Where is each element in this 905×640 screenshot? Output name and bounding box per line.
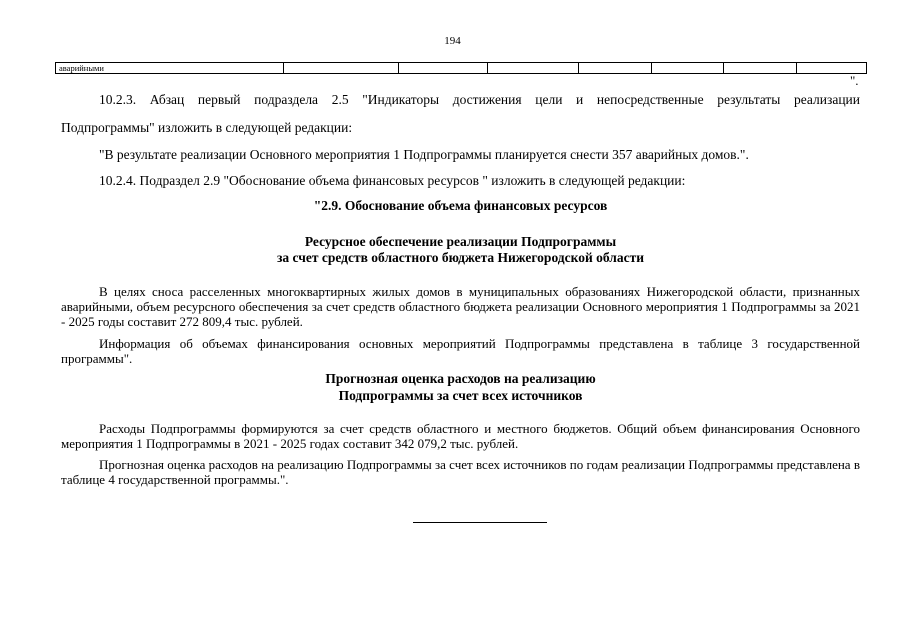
paragraph-10-2-4: 10.2.4. Подраздел 2.9 "Обоснование объема финансовых ресурсов " изложить в следующей редакции:: [99, 173, 686, 188]
table-cell-divider: [723, 63, 724, 73]
paragraph-10-2-3-line2: Подпрограммы" изложить в следующей редакции:: [61, 120, 353, 135]
table-cell-divider: [487, 63, 488, 73]
subheading-1-line2: за счет средств областного бюджета Нижегородской области: [276, 250, 645, 265]
table-cell-divider: [651, 63, 652, 73]
page-number: 194: [444, 35, 461, 47]
table-cell-divider: [398, 63, 399, 73]
paragraph-1: В целях сноса расселенных многоквартирных жилых домов в муниципальных образованиях Нижегородской области, признанных аварийными, объем ресурсного обеспечения за счет средств областного бюджета реализации Основного мероприятия 1 Подпрограммы за 2021 - 2025 годы составит 272 809,4 тыс. рублей.: [61, 284, 860, 329]
paragraph-4: Прогнозная оценка расходов на реализацию Подпрограммы за счет всех источников по годам реализации Подпрограммы представлена в таблице 4 государственной программы.".: [61, 457, 860, 487]
divider-line: [413, 522, 547, 523]
table-row: [55, 62, 867, 74]
subheading-2-line2: Подпрограммы за счет всех источников: [338, 388, 583, 403]
paragraph-2: Информация об объемах финансирования основных мероприятий Подпрограммы представлена в таблице 3 государственной программы".: [61, 336, 860, 366]
paragraph-3: Расходы Подпрограммы формируются за счет средств областного и местного бюджетов. Общий объем финансирования Основного мероприятия 1 Подпрограммы в 2021 - 2025 годах составит 342 079,2 тыс. рублей.: [61, 421, 860, 451]
subheading-2-line1: Прогнозная оценка расходов на реализацию: [325, 371, 596, 386]
table-cell-divider: [283, 63, 284, 73]
table-cell-divider: [578, 63, 579, 73]
table-cell-divider: [796, 63, 797, 73]
section-heading: "2.9. Обоснование объема финансовых ресурсов: [313, 198, 608, 213]
quote-result: "В результате реализации Основного мероприятия 1 Подпрограммы планируется снести 357 аварийных домов.".: [99, 147, 749, 162]
subheading-1-line1: Ресурсное обеспечение реализации Подпрограммы: [304, 234, 617, 249]
table-cell-text: аварийными: [59, 63, 104, 73]
paragraph-10-2-3-line1: 10.2.3. Абзац первый подраздела 2.5 "Индикаторы достижения цели и непосредственные результаты реализации: [99, 92, 860, 107]
closing-quote: ".: [850, 73, 859, 88]
